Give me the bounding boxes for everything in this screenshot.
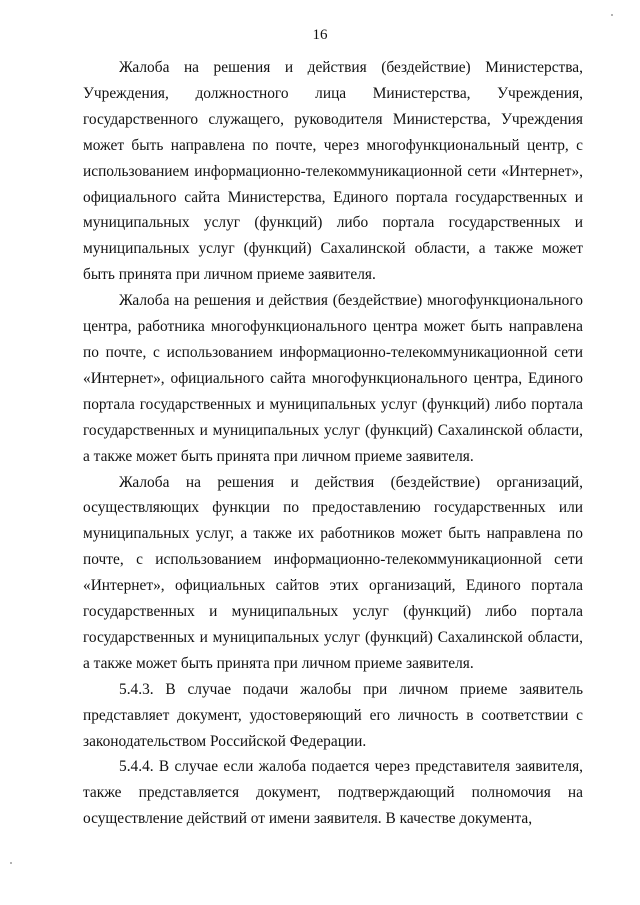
paragraph-complaint-mfc: Жалоба на решения и действия (бездействие) многофункционального центра, работника многофункционального центра может быть направлена по почте, с использованием информационно-телекоммуникационной сети «Интернет», официального сайта многофункционального центра, Единого портала государственных и муниципальных услуг (функций) либо портала государственных и муниципальных услуг (функций) Сахалинской области, а также может быть принята при личном приеме заявителя.	[83, 292, 583, 465]
paragraph-complaint-ministry: Жалоба на решения и действия (бездействие) Министерства, Учреждения, должностного лица Министерства, Учреждения, государственного служащего, руководителя Министерства, Учреждения может быть направлена по почте, через многофункциональный центр, с использованием информационно-телекоммуникационной сети «Интернет», официального сайта Министерства, Единого портала государственных и муниципальных услуг (функций) либо портала государственных и муниципальных услуг (функций) Сахалинской области, а также может быть принята при личном приеме заявителя.	[83, 59, 583, 284]
scan-speck-bottom-left	[10, 862, 12, 864]
page-number: 16	[312, 27, 328, 43]
paragraph-5-4-3: 5.4.3. В случае подачи жалобы при личном приеме заявитель представляет документ, удостоверяющий его личность в соответствии с законодательством Российской Федерации.	[83, 680, 583, 750]
scan-speck-top-right	[611, 14, 613, 16]
page-body	[83, 55, 583, 832]
paragraph-complaint-organizations: Жалоба на решения и действия (бездействие) организаций, осуществляющих функции по предоставлению государственных или муниципальных услуг, а также их работников может быть направлена по почте, с использованием информационно-телекоммуникационной сети «Интернет», официальных сайтов этих организаций, Единого портала государственных и муниципальных услуг (функций) либо портала государственных и муниципальных услуг (функций) Сахалинской области, а также может быть принята при личном приеме заявителя.	[83, 473, 583, 672]
paragraph-5-4-4: 5.4.4. В случае если жалоба подается через представителя заявителя, также представляется документ, подтверждающий полномочия на осуществление действий от имени заявителя. В качестве документа,	[83, 758, 583, 828]
